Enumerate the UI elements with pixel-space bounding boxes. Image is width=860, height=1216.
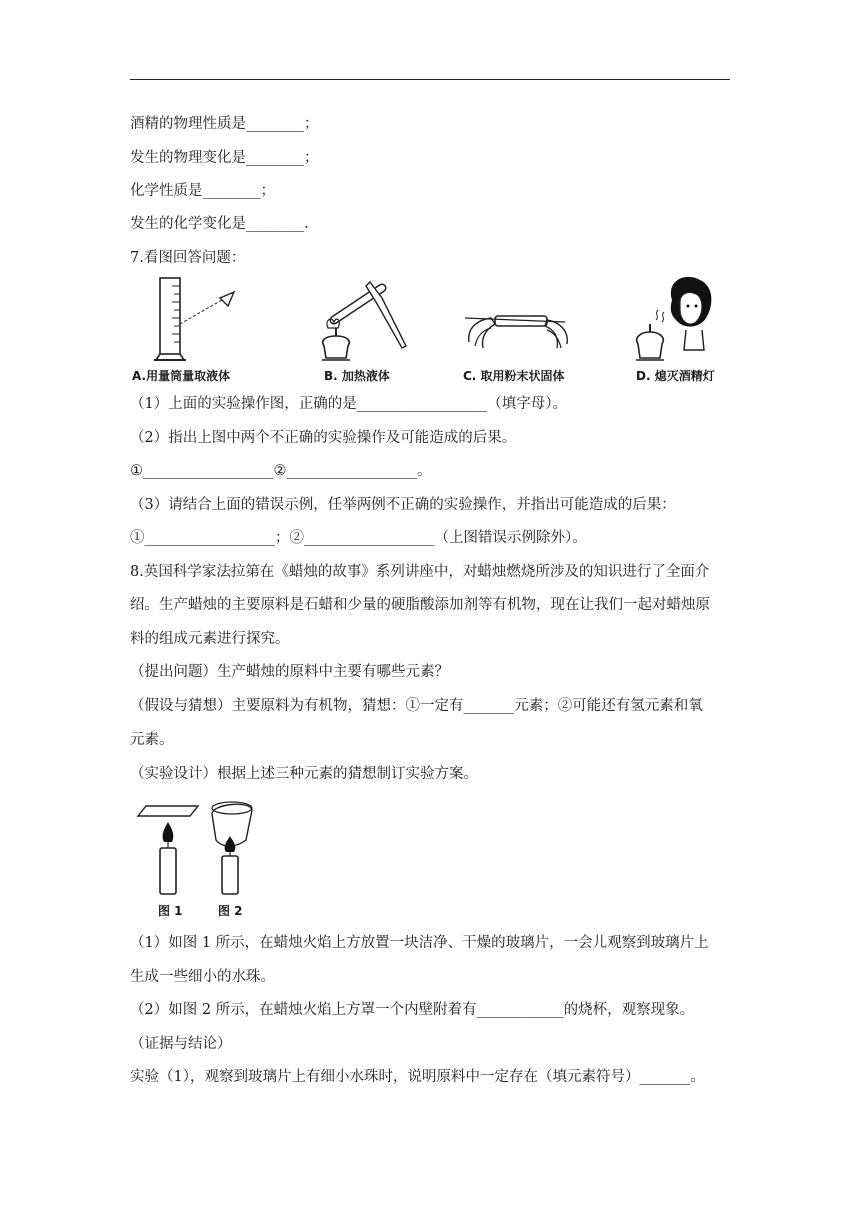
powder-spatula-icon [455, 272, 585, 367]
figure-d-caption: D. 熄灭酒精灯 [636, 369, 715, 383]
text-line: （提出问题）生产蜡烛的原料中主要有哪些元素？ [130, 664, 449, 680]
figure-c-caption: C. 取用粉末状固体 [463, 369, 565, 383]
question-7-title: 7.看图回答问题： [130, 250, 246, 266]
text-line: ①__________________；②__________________（上图错误示例除外）。 [130, 530, 587, 546]
text-line: （3）请结合上面的错误示例，任举两例不正确的实验操作，并指出可能造成的后果： [130, 497, 676, 513]
text-line: 发生的物理变化是________； [130, 150, 319, 166]
text-line: （假设与猜想）主要原料为有机物，猜想：①一定有_______元素；②可能还有氢元素和氧 [130, 698, 703, 714]
figure-1-caption: 图 1 [158, 904, 183, 918]
lab-operation-figures [130, 272, 730, 388]
text-line: 绍。生产蜡烛的主要原料是石蜡和少量的硬脂酸添加剂等有机物，现在让我们一起对蜡烛原 [130, 597, 710, 613]
text-line: 化学性质是________； [130, 183, 275, 199]
figure-b [310, 272, 430, 388]
figure-c [455, 272, 585, 388]
text-line: 元素。 [130, 732, 174, 748]
candle-experiment-icon [130, 796, 260, 900]
text-line: 料的组成元素进行探究。 [130, 631, 290, 647]
figure-b-caption: B. 加热液体 [324, 369, 390, 383]
graduated-cylinder-icon [130, 272, 280, 367]
text-line: （证据与结论） [130, 1036, 232, 1052]
text-line: 生成一些细小的水珠。 [130, 969, 275, 985]
text-line: 实验（1），观察到玻璃片上有细小水珠时，说明原料中一定存在（填元素符号）_______。 [130, 1069, 705, 1085]
candle-figures [130, 796, 260, 920]
text-line: 8.英国科学家法拉第在《蜡烛的故事》系列讲座中，对蜡烛燃烧所涉及的知识进行了全面介 [130, 564, 710, 580]
figure-a [130, 272, 280, 388]
text-line: 发生的化学变化是________. [130, 216, 309, 232]
figure-d [630, 272, 740, 388]
text-line: （实验设计）根据上述三种元素的猜想制订实验方案。 [130, 766, 478, 782]
header-rule [130, 79, 730, 80]
text-line: （2）指出上图中两个不正确的实验操作及可能造成的后果。 [130, 430, 517, 446]
figure-2-caption: 图 2 [218, 904, 243, 918]
text-line: ①__________________②__________________。 [130, 463, 432, 479]
text-line: 酒精的物理性质是________； [130, 116, 319, 132]
text-line: （1）如图 1 所示，在蜡烛火焰上方放置一块洁净、干燥的玻璃片，一会儿观察到玻璃片上 [130, 935, 709, 951]
blowing-out-lamp-icon [630, 272, 740, 367]
heating-test-tube-icon [310, 272, 430, 367]
text-line: （1）上面的实验操作图，正确的是__________________（填字母）。 [130, 396, 567, 412]
figure-a-caption: A.用量筒量取液体 [132, 369, 231, 383]
text-line: （2）如图 2 所示，在蜡烛火焰上方罩一个内壁附着有____________的烧杯，观察现象。 [130, 1002, 695, 1018]
